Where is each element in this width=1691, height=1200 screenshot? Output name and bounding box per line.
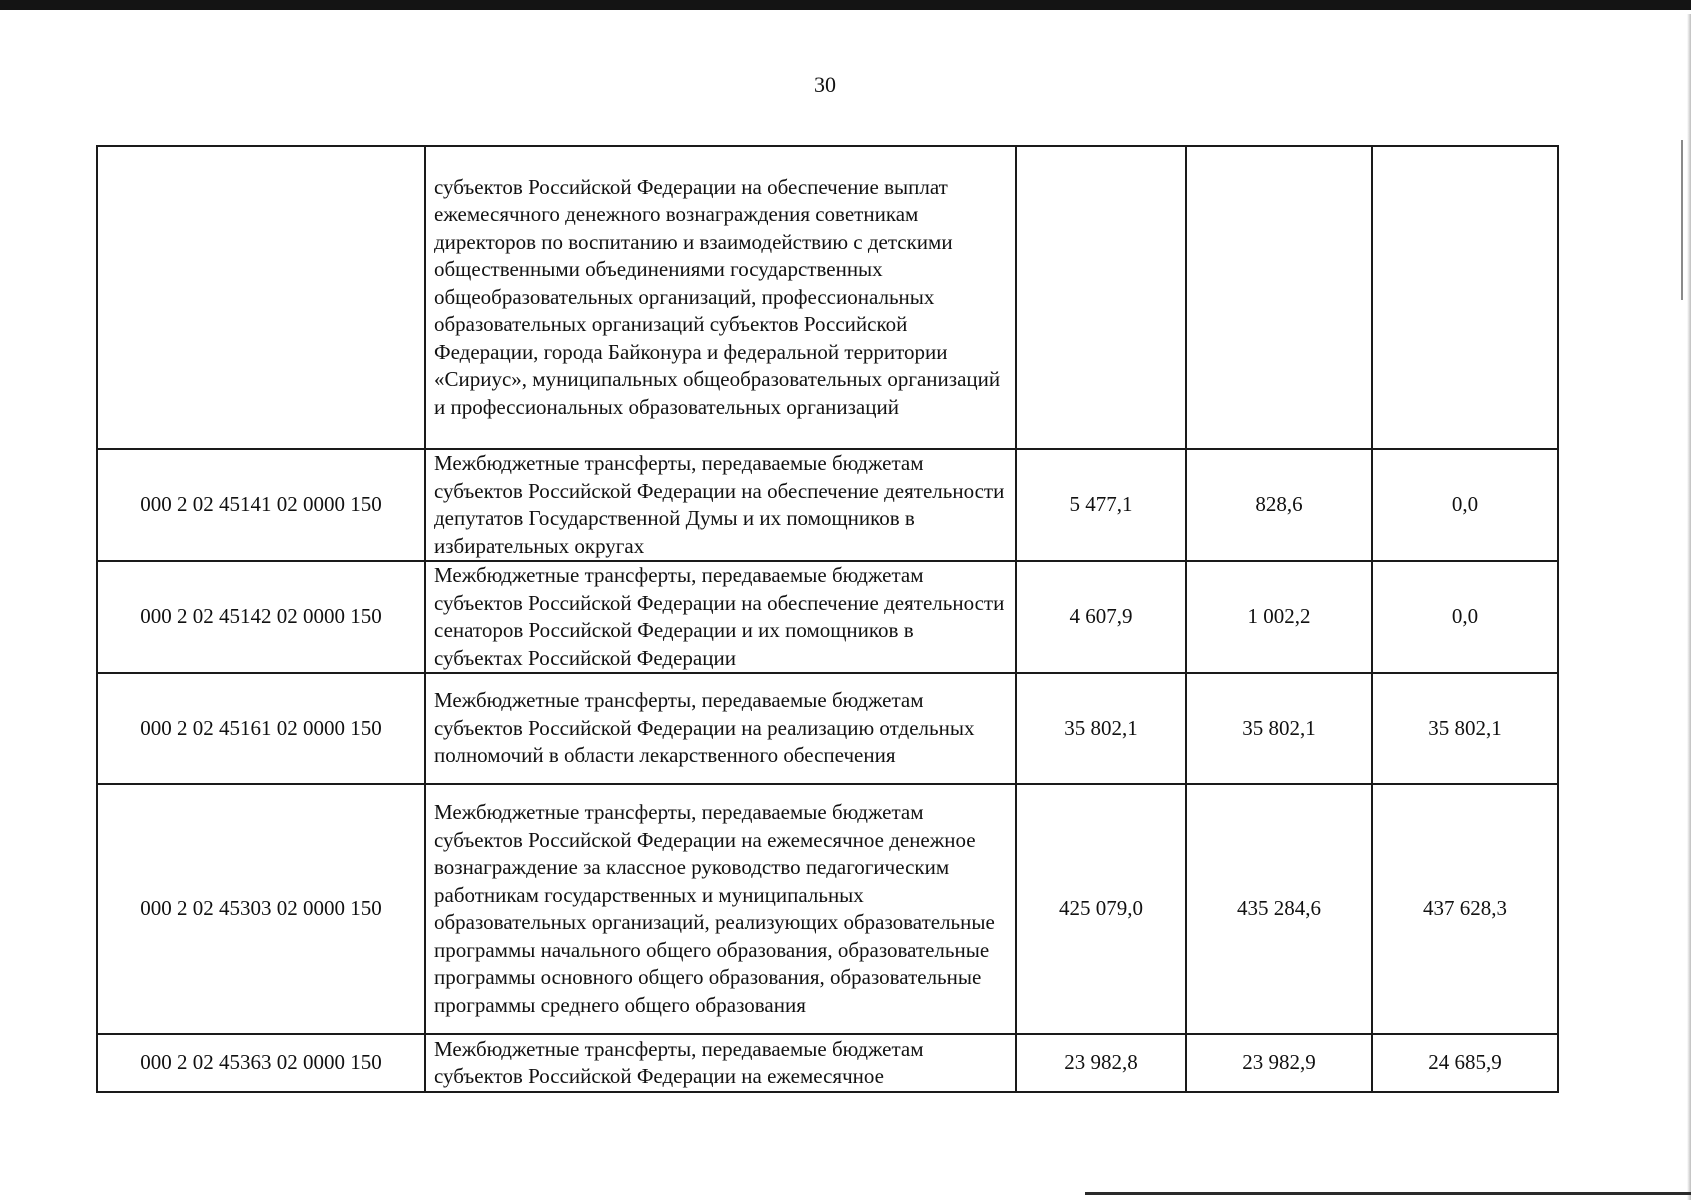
value-cell xyxy=(1186,146,1372,449)
table-row xyxy=(97,561,1558,673)
value-cell: 4 607,9 xyxy=(1016,561,1186,673)
value-cell: 0,0 xyxy=(1372,449,1558,561)
value-cell: 437 628,3 xyxy=(1372,784,1558,1034)
value-cell: 1 002,2 xyxy=(1186,561,1372,673)
scan-right-edge xyxy=(1687,14,1691,1200)
budget-code-cell: 000 2 02 45141 02 0000 150 xyxy=(97,449,425,561)
budget-code-cell: 000 2 02 45303 02 0000 150 xyxy=(97,784,425,1034)
budget-code-cell xyxy=(97,146,425,449)
description-cell: субъектов Российской Федерации на обеспечение выплат ежемесячного денежного вознаграждения советникам директоров по воспитанию и взаимодействию с детскими общественными объединениями государственных общеобразовательных организаций, профессиональных образовательных организаций субъектов Российской Федерации, города Байконура и федеральной территории «Сириус», муниципальных общеобразовательных организаций и профессиональных образовательных организаций xyxy=(425,146,1016,449)
page-number: 30 xyxy=(814,72,836,97)
value-cell xyxy=(1372,146,1558,449)
budget-code-cell: 000 2 02 45142 02 0000 150 xyxy=(97,561,425,673)
value-cell: 425 079,0 xyxy=(1016,784,1186,1034)
table-row xyxy=(97,784,1558,1034)
budget-code-cell: 000 2 02 45161 02 0000 150 xyxy=(97,673,425,784)
value-cell: 24 685,9 xyxy=(1372,1034,1558,1092)
scan-top-border xyxy=(0,0,1691,10)
value-cell: 0,0 xyxy=(1372,561,1558,673)
description-cell: Межбюджетные трансферты, передаваемые бюджетам субъектов Российской Федерации на обеспечение деятельности сенаторов Российской Федерации и их помощников в субъектах Российской Федерации xyxy=(425,561,1016,673)
value-cell: 5 477,1 xyxy=(1016,449,1186,561)
value-cell: 35 802,1 xyxy=(1372,673,1558,784)
scan-margin-mark xyxy=(1681,140,1683,300)
value-cell: 35 802,1 xyxy=(1016,673,1186,784)
table-row xyxy=(97,1034,1558,1092)
scan-bottom-line xyxy=(1085,1192,1691,1195)
value-cell: 23 982,9 xyxy=(1186,1034,1372,1092)
table-row xyxy=(97,449,1558,561)
description-cell: Межбюджетные трансферты, передаваемые бюджетам субъектов Российской Федерации на реализацию отдельных полномочий в области лекарственного обеспечения xyxy=(425,673,1016,784)
description-cell: Межбюджетные трансферты, передаваемые бюджетам субъектов Российской Федерации на ежемесячное денежное вознаграждение за классное руководство педагогическим работникам государственных и муниципальных образовательных организаций, реализующих образовательные программы начального общего образования, образовательные программы основного общего образования, образовательные программы среднего общего образования xyxy=(425,784,1016,1034)
description-cell: Межбюджетные трансферты, передаваемые бюджетам субъектов Российской Федерации на ежемесячное xyxy=(425,1034,1016,1092)
table-row xyxy=(97,673,1558,784)
value-cell: 435 284,6 xyxy=(1186,784,1372,1034)
description-cell: Межбюджетные трансферты, передаваемые бюджетам субъектов Российской Федерации на обеспечение деятельности депутатов Государственной Думы и их помощников в избирательных округах xyxy=(425,449,1016,561)
value-cell: 828,6 xyxy=(1186,449,1372,561)
budget-table xyxy=(96,145,1559,1093)
budget-code-cell: 000 2 02 45363 02 0000 150 xyxy=(97,1034,425,1092)
table-row xyxy=(97,146,1558,449)
value-cell: 23 982,8 xyxy=(1016,1034,1186,1092)
value-cell: 35 802,1 xyxy=(1186,673,1372,784)
value-cell xyxy=(1016,146,1186,449)
